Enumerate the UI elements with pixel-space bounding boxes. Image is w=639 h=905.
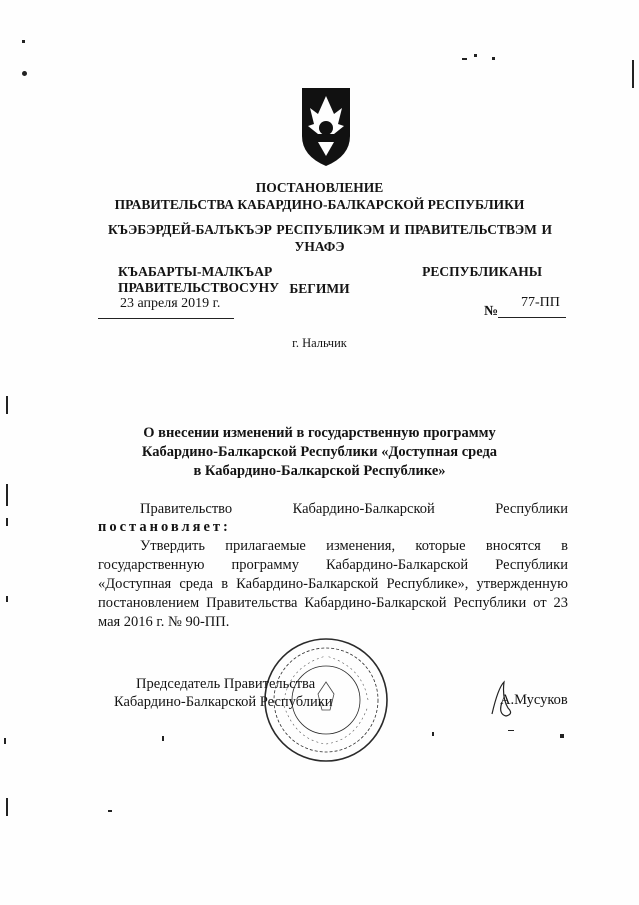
document-date: 23 апреля 2019 г. [120,296,221,311]
resolution-title-line: в Кабардино-Балкарской Республике» [193,463,446,479]
government-name-blk-line1: КЪАБАРТЫ-МАЛКЪАР РЕСПУБЛИКАНЫ ПРАВИТЕЛЬСТВОСУНУ [118,264,542,295]
signer-position-line2: Кабардино-Балкарской Республики [114,694,333,710]
doc-type-title: ПОСТАНОВЛЕНИЕ [255,180,384,195]
scan-mark [462,58,467,60]
resolution-title-line: О внесении изменений в государственную программу [143,425,496,441]
scan-mark [22,40,25,43]
signer-position-line1: Председатель Правительства [136,676,316,692]
resolution-title-line: Кабардино-Балкарской Республики «Доступная среда [141,444,498,460]
gov-word: Кабардино-Балкарской [292,501,435,517]
government-intro-line [140,500,568,519]
resolves-word: постановляет: [98,519,231,535]
scan-mark [22,71,27,76]
date-underline [98,318,234,319]
signer-name: А.Мусуков [500,692,568,708]
number-underline [498,317,566,318]
scan-mark [6,518,8,526]
scan-mark [6,596,8,602]
scan-mark [560,734,564,738]
scan-mark [6,396,8,414]
coat-of-arms-emblem [298,84,354,168]
scan-mark [508,730,514,731]
scan-mark [4,738,6,744]
number-sign: № [484,304,499,319]
document-number: 77-ПП [521,295,560,310]
body-paragraph: Утвердить прилагаемые изменения, которые вносятся в государственную программу Кабардино-Балкарской Республики «Доступная среда в Кабардино-Балкарской Республике», утвержденную постановлением Правительства Кабардино-Балкарской Республики от 23 мая 2016 г. № 90-ПП. [98,538,568,630]
gov-word: Правительство [140,501,233,517]
scan-mark [432,732,434,736]
government-name-kab-line2: УНАФЭ [294,239,345,254]
scan-mark [108,810,112,812]
scan-mark [474,54,477,57]
scan-mark [162,736,164,741]
scan-mark [6,798,8,816]
scan-mark [492,57,495,60]
city: г. Нальчик [292,336,347,350]
scan-mark [632,60,634,88]
government-name-kab-line1: КЪЭБЭРДЕЙ-БАЛЪКЪЭР РЕСПУБЛИКЭМ И ПРАВИТЕЛЬСТВЭМ И [108,222,552,237]
government-name-ru: ПРАВИТЕЛЬСТВА КАБАРДИНО-БАЛКАРСКОЙ РЕСПУБЛИКИ [114,197,525,212]
government-name-blk-line2: БЕГИМИ [289,281,350,296]
gov-word: Республики [495,501,568,517]
scan-mark [6,484,8,506]
